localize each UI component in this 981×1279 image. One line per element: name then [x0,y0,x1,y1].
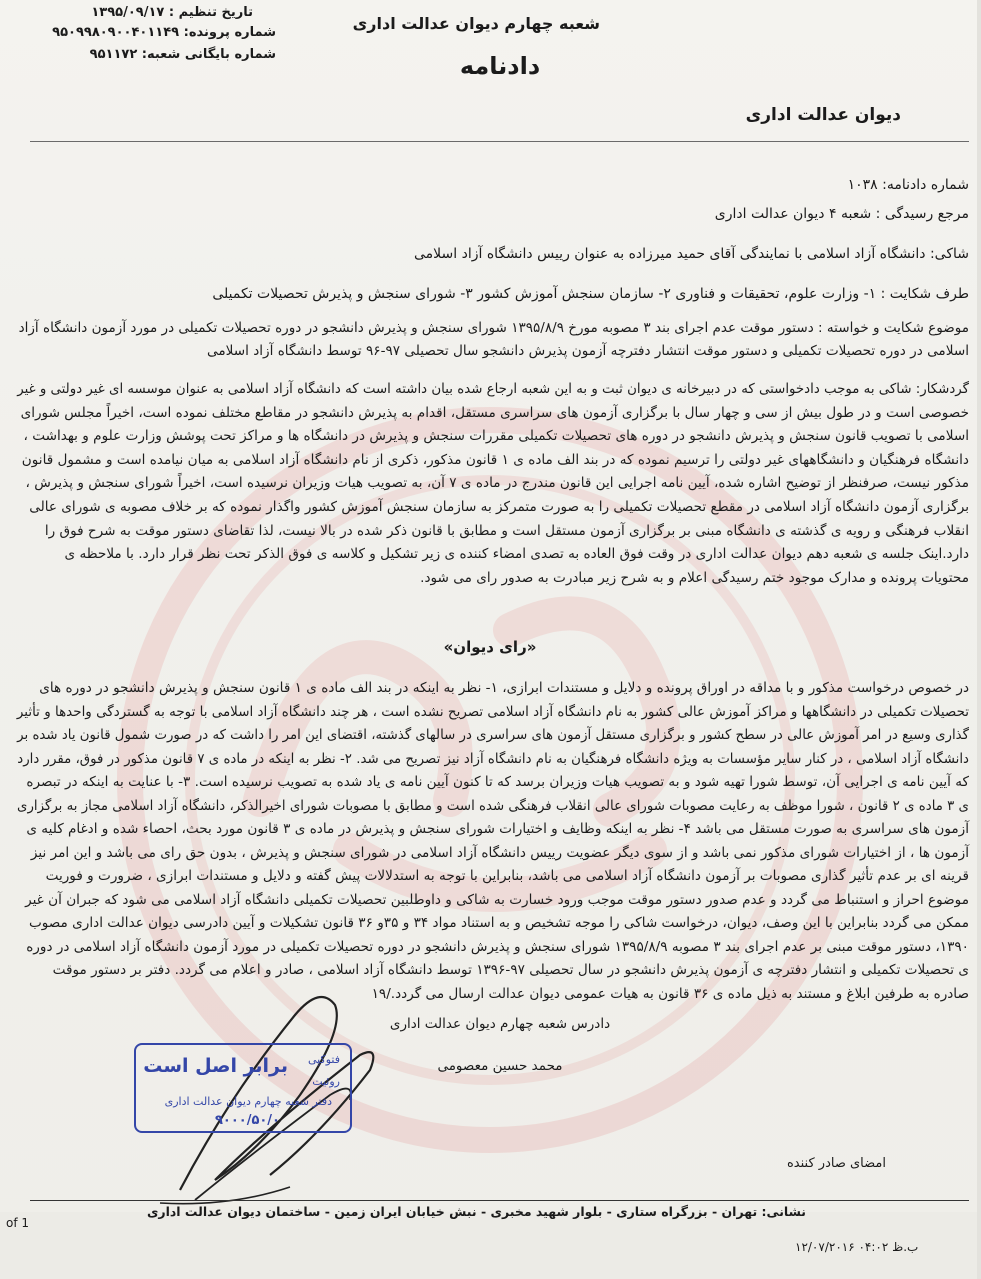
verdict-number: شماره دادنامه: ۱۰۳۸ [847,177,969,193]
verdict-title: «رای دیوان» [443,638,537,656]
verdict-line: آزمون ها ، از اختیارات شورای مذکور نمی باشد و از سوی دیگر عضویت رییس دانشگاه آزاد اسلامی در شورای سنجش و پذیرش ، بدون حق رای می باشد و این امر نیز [30,844,969,861]
narrative-line: اسلامی با تصویب قانون سنجش و پذیرش دانشجو در دوره های تحصیلات تکمیلی مقررات سنجش و پذیرش در دانشگاه ها و مراکز تحت پوشش وزارت علوم و بهداشت ، [23,428,969,445]
narrative-line: دانشگاه فرهنگیان و دانشگاههای غیر دولتی را ترسیم نموده که در بند الف ماده ی ۱ قانون مذکور، ذکری از نام دانشگاه آزاد اسلامی به میان نیامده است و مشمول قانون [21,451,969,468]
verdict-line: صادره به طرفین ابلاغ و مستند به ذیل ماده ی ۳۶ قانون به هیات عمومی دیوان عدالت ارسال می گردد./۱۹ [371,985,969,1002]
date-line: تاریخ تنظیم : ۱۳۹۵/۰۹/۱۷ [91,5,253,20]
narrative-line: برگزاری آزمون دانشگاه آزاد اسلامی در مقطع تحصیلات تکمیلی را به صورت متمرکز به سازمان سنجش آموزش کشور واگذار نموده که بر خلاف مصوبه ی شورای عالی [29,498,969,515]
subject-line: اسلامی در دوره تحصیلات تکمیلی و دستور موقت انتشار دفترچه آزمون پذیرش دانشجو سال تحصیلی ۹۷-۹۶ توسط دانشگاه آزاد اسلامی [206,343,969,359]
narrative-line: گردشکار: شاکی به موجب دادخواستی که در دبیرخانه ی دیوان ثبت و به این شعبه ارجاع شده بیان داشته است که دانشگاه آزاد اسلامی به عنوان موسسه ای غیر دولتی و غیر [17,381,969,397]
verdict-line: که آیین نامه ی اجرایی آن، توسط شورا تهیه شود و به تصویب هیات وزیران برسد که تا کنون آیین نامه ی یاد شده به تصویب نرسیده است. ۳- با عنایت به اینکه در تبصره [26,774,969,790]
verdict-line: موضوع احراز و استنباط می گردد و عدم صدور دستور موقت موجب ورود خسارت به شاکی و داوطلبین تحصیلات تکمیلی دانشگاه آزاد اسلامی می شود که جبران آن غیر [25,891,969,908]
verdict-line: تحصیلات تکمیلی در دانشگاهها و مراکز آموزش عالی کشور به نام دانشگاه آزاد اسلامی تصریح نشده است ، هر چند دانشگاه آزاد اسلامی با توجه به گستردگی واحدها و تأثیر [16,703,969,720]
signer-label: امضای صادر کننده [787,1156,886,1171]
stamp-text: دفتر شعبه چهارم دیوان عدالت اداری [164,1095,332,1108]
verdict-line: ی تحصیلات تکمیلی و انتشار دفترچه ی آزمون پذیرش دانشجو در سال تحصیلی ۹۷-۱۳۹۶ توسط دانشگاه آزاد اسلامی ، صادر و اعلام می گردد. دفتر بر دستور موقت [52,962,969,978]
stamp-text: برابر اصل است [143,1055,288,1077]
reference-authority: مرجع رسیدگی : شعبه ۴ دیوان عدالت اداری [714,206,969,222]
narrative-line: خصوصی است و در طول بیش از سی و چهار سال با برگزاری آزمون های سراسری مستقل، اقدام به پذیرش دانشجو در مقاطع مختلف نموده است، اخیراً مجلس شورای [20,404,969,421]
narrative-line: دارد.اینک جلسه ی شعبه دهم دیوان عدالت اداری در وقت فوق العاده به تصدی امضاء کننده ی زیر تشکیل و کلاسه ی فوق الذکر تحت نظر قرار دارد. با ملاحظه ی [64,546,969,563]
verdict-block [17,677,969,1006]
narrative-line: محتویات پرونده و مدارک موجود ختم رسیدگی اعلام و به شرح زیر مبادرت به صدور رای می شود. [420,569,969,586]
address: نشانی: تهران - بزرگراه ستاری - بلوار شهید مخبری - نبش خیابان ایران زمین - ساختمان دیوان عدالت اداری [146,1204,806,1219]
stamp-text: روئیت [312,1075,340,1088]
print-timestamp: ب.ظ ۰۴:۰۲ ۱۲/۰۷/۲۰۱۶ [795,1240,919,1254]
subject-line: موضوع شکایت و خواسته : دستور موقت عدم اجرای بند ۳ مصوبه مورخ ۱۳۹۵/۸/۹ شورای سنجش و پذیرش دانشجو در دوره تحصیلات تکمیلی در مورد آزمون دانشگاه آزاد [18,320,969,336]
court-name: دیوان عدالت اداری [745,105,901,125]
footer-divider [30,1200,969,1201]
verdict-line: ی ۳ ماده ی ۲ قانون ، شورا موظف به رعایت مصوبات شورای عالی انقلاب فرهنگی شده است و مطابق با مصوبات شورای اخیرالذکر، دانشگاه آزاد اسلامی مجاز به برگزاری [17,797,969,814]
verdict-line: ۱۳۹۰، دستور موقت مبنی بر عدم اجرای بند ۳ مصوبه ۱۳۹۵/۸/۹ شورای سنجش و پذیرش دانشجو در دوره تحصیلات تکمیلی در مورد آزمون دانشگاه آزاد اسلامی در دوره [26,938,969,955]
stamp-text: فتوکپی [308,1053,340,1066]
verdict-line: آزمون های سراسری به صورت مستقل می باشد ۴- نظر به اینکه وظایف و اختیارات شورای سنجش و پذیرش در ماده ی ۳ قانون مورد بحث، احصاء شده و ادغام کلیه ی [26,821,969,837]
official-stamp [134,1043,352,1133]
case-number: شماره پرونده: ۹۵۰۹۹۸۰۹۰۰۴۰۱۱۴۹ [52,25,276,40]
page-edge [977,0,981,1279]
stamp-text: ۹۰۰۰/۵۰/۰ [214,1113,280,1128]
judge-name: محمد حسین معصومی [437,1058,563,1074]
verdict-line: دانشگاه آزاد اسلامی ، در کنار سایر مؤسسات به ویژه دانشگاه فرهنگیان به نام دانشگاه آزاد نیز تصریح می شد. ۲- نظر به اینکه در ماده ی ۷ قانون مذکور در فوق، مقرر دارد [17,750,970,767]
narrative-line: مذکور نیست، صرفنظر از توضیح اشاره شده، آیین نامه اجرایی این قانون مندرج در ماده ی ۷ آن، به تصویب هیات وزیران نرسیده است، اخیراً شورای سنجش و پذیرش ، [25,475,969,492]
verdict-line: ممکن می گردد بنابراین با این وصف، دیوان، درخواست شاکی را موجه تشخیص و به استناد مواد ۳۴ و ۳۵و ۳۶ قانون تشکیلات و آیین دادرسی دیوان عدالت اداری مصوب [28,915,969,931]
defendant: طرف شکایت : ۱- وزارت علوم، تحقیقات و فناوری ۲- سازمان سنجش آموزش کشور ۳- شورای سنجش و پذیرش تحصیلات تکمیلی [212,286,969,302]
judge-role: دادرس شعبه چهارم دیوان عدالت اداری [389,1016,611,1032]
verdict-line: قرینه ای بر عدم تأثیر گذاری مصوبات بر آزمون دانشگاه آزاد اسلامی می باشد، بنابراین با توجه به استدلالات پیش گفته و دلایل و مستندات ابرازی ، ضرورت و فوریت [45,868,969,884]
archive-number: شماره بایگانی شعبه: ۹۵۱۱۷۲ [89,47,276,62]
document-title: دادنامه [459,52,541,80]
subject-block [19,317,969,363]
narrative-block [17,378,969,590]
verdict-line: در خصوص درخواست مذکور و با مداقه در اوراق پرونده و دلایل و مستندات ابرازی، ۱- نظر به اینکه در بند الف ماده ی ۱ قانون سنجش و پذیرش دانشجو در دوره های [39,680,969,696]
page-count: of 1 [6,1216,30,1230]
branch-name: شعبه چهارم دیوان عدالت اداری [352,14,600,33]
plaintiff: شاکی: دانشگاه آزاد اسلامی با نمایندگی آقای حمید میرزاده به عنوان رییس دانشگاه آزاد اسلامی [414,246,969,262]
header-divider [30,141,969,142]
narrative-line: انقلاب فرهنگی و رویه ی گذشته ی دانشگاه مبنی بر برگزاری آزمون مستقل است و مطابق با قانون ذکر شده در بالا نیست، لذا تقاضای دستور موقت به شرح فوق را [44,522,969,539]
verdict-line: گذاری وسیع در امر آموزش عالی در سطح کشور و برگزاری مستقل آزمون های سراسری در سالهای گذشته، اقتضای این امر را داشت که در صورت شمول قانون یاد شده بر [17,727,969,743]
